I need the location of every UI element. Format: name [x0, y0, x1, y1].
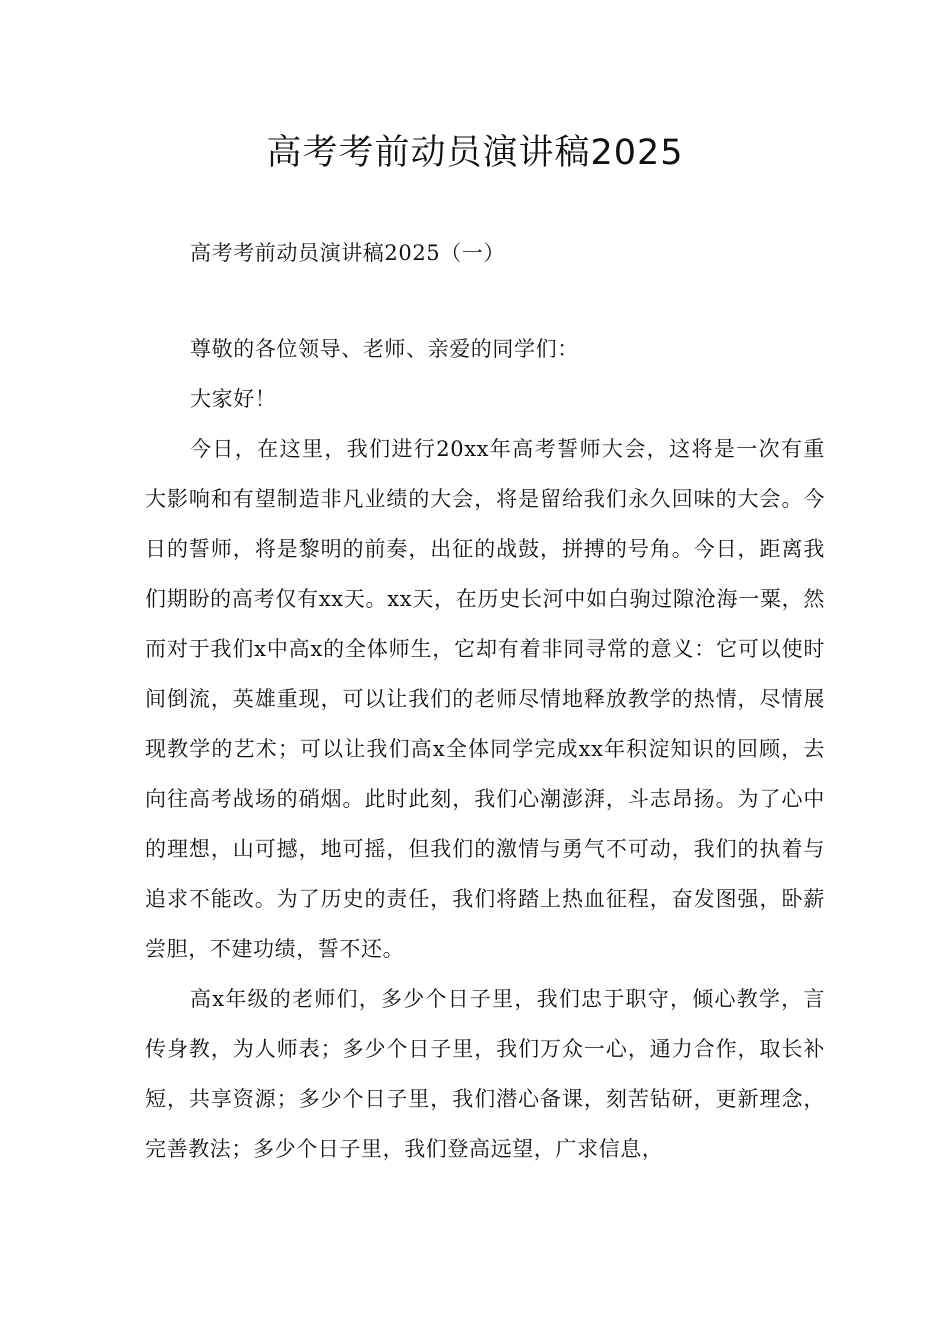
document-title: 高考考前动员演讲稿2025	[266, 133, 684, 173]
document-body	[145, 228, 825, 1174]
body-paragraph: 今日，在这里，我们进行20xx年高考誓师大会，这将是一次有重大影响和有望制造非凡业绩的大会，将是留给我们永久回味的大会。今日的誓师，将是黎明的前奏，出征的战鼓，拼搏的号角。今日，距离我们期盼的高考仅有xx天。xx天，在历史长河中如白驹过隙沧海一粟，然而对于我们x中高x的全体师生，它却有着非同寻常的意义：它可以使时间倒流，英雄重现，可以让我们的老师尽情地释放教学的热情，尽情展现教学的艺术；可以让我们高x全体同学完成xx年积淀知识的回顾，去向往高考战场的硝烟。此时此刻，我们心潮澎湃，斗志昂扬。为了心中的理想，山可撼，地可摇，但我们的激情与勇气不可动，我们的执着与追求不能改。为了历史的责任，我们将踏上热血征程，奋发图强，卧薪尝胆，不建功绩，誓不还。	[145, 437, 825, 961]
greeting-paragraph: 大家好！	[190, 387, 277, 411]
salutation-paragraph: 尊敬的各位领导、老师、亲爱的同学们：	[190, 337, 579, 361]
section-subtitle: 高考考前动员演讲稿2025（一）	[190, 241, 506, 265]
body-paragraph: 高x年级的老师们，多少个日子里，我们忠于职守，倾心教学，言传身教，为人师表；多少个日子里，我们万众一心，通力合作，取长补短，共享资源；多少个日子里，我们潜心备课，刻苦钻研，更新理念，完善教法；多少个日子里，我们登高远望，广求信息，	[145, 987, 825, 1161]
